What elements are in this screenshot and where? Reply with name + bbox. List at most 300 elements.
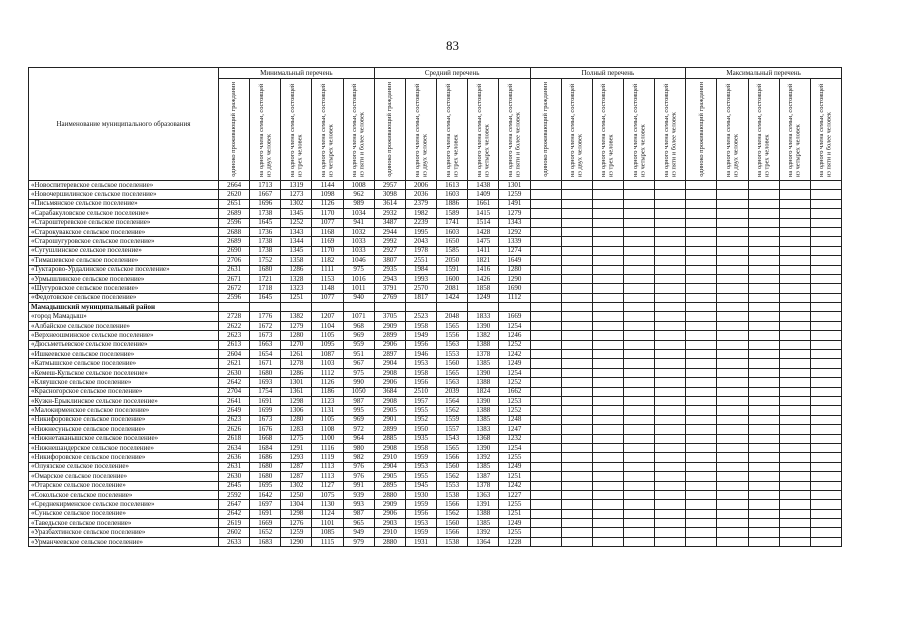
empty-cell [779, 359, 810, 368]
value-cell: 1565 [437, 321, 468, 330]
value-cell: 2906 [374, 378, 405, 387]
empty-cell [686, 181, 717, 190]
empty-cell [686, 415, 717, 424]
empty-cell [623, 500, 654, 509]
empty-cell [810, 500, 841, 509]
empty-cell [530, 199, 561, 208]
empty-cell [717, 340, 748, 349]
value-cell: 1249 [499, 359, 530, 368]
empty-cell [779, 340, 810, 349]
value-cell: 2992 [374, 237, 405, 246]
value-cell: 2592 [219, 490, 250, 499]
value-cell [499, 303, 530, 312]
value-cell: 2957 [374, 181, 405, 190]
municipality-name: «Урмышлинское сельское поселение» [29, 274, 219, 283]
value-cell: 1100 [312, 434, 343, 443]
empty-cell [779, 368, 810, 377]
value-cell: 1713 [250, 181, 281, 190]
value-cell: 1776 [250, 312, 281, 321]
value-cell: 1409 [468, 190, 499, 199]
value-cell: 1514 [468, 218, 499, 227]
empty-cell [592, 443, 623, 452]
value-cell: 1661 [468, 199, 499, 208]
empty-cell [717, 519, 748, 528]
table-row [29, 312, 842, 321]
empty-cell [623, 509, 654, 518]
value-cell: 1034 [343, 209, 374, 218]
empty-cell [623, 434, 654, 443]
value-cell: 1978 [405, 246, 436, 255]
value-cell: 1255 [499, 453, 530, 462]
value-cell: 995 [343, 406, 374, 415]
empty-cell [779, 256, 810, 265]
municipality-name: «Омарское сельское поселение» [29, 472, 219, 481]
empty-cell [623, 425, 654, 434]
value-cell: 1680 [250, 472, 281, 481]
empty-cell [748, 490, 779, 499]
municipality-name: «город Мамадыш» [29, 312, 219, 321]
table-row [29, 265, 842, 274]
empty-cell [748, 227, 779, 236]
subheader-label: на одного члена семьи, состоящей из двух человек [725, 83, 740, 177]
subheader-label: на одного члена семьи, состоящей из четырех человек [631, 83, 646, 177]
empty-cell [623, 415, 654, 424]
empty-cell [655, 190, 686, 199]
empty-cell [655, 237, 686, 246]
group-header-maximal: Максимальный перечень [686, 68, 842, 79]
subheader-medium-2 [405, 79, 436, 181]
value-cell: 1562 [437, 406, 468, 415]
empty-cell [561, 368, 592, 377]
value-cell: 1553 [437, 350, 468, 359]
empty-cell [779, 218, 810, 227]
empty-cell [530, 425, 561, 434]
value-cell: 1953 [405, 359, 436, 368]
value-cell: 939 [343, 490, 374, 499]
empty-cell [592, 303, 623, 312]
value-cell: 1557 [437, 425, 468, 434]
value-cell: 1649 [499, 256, 530, 265]
empty-cell [561, 340, 592, 349]
empty-cell [717, 181, 748, 190]
value-cell: 1654 [250, 350, 281, 359]
value-cell: 1344 [281, 237, 312, 246]
table-row [29, 406, 842, 415]
empty-cell [623, 396, 654, 405]
value-cell [343, 303, 374, 312]
table-row [29, 190, 842, 199]
value-cell: 1680 [250, 265, 281, 274]
empty-cell [592, 528, 623, 537]
value-cell: 1392 [468, 528, 499, 537]
table-row [29, 519, 842, 528]
value-cell: 3705 [374, 312, 405, 321]
value-cell: 2909 [374, 321, 405, 330]
value-cell: 1491 [499, 199, 530, 208]
empty-cell [530, 472, 561, 481]
value-cell: 1259 [499, 190, 530, 199]
value-cell: 1736 [250, 227, 281, 236]
empty-cell [623, 350, 654, 359]
value-cell: 1566 [437, 528, 468, 537]
empty-cell [779, 181, 810, 190]
value-cell: 1011 [343, 284, 374, 293]
value-cell: 1249 [468, 293, 499, 302]
empty-cell [748, 368, 779, 377]
value-cell: 3791 [374, 284, 405, 293]
value-cell [250, 303, 281, 312]
table-row [29, 537, 842, 546]
empty-cell [748, 415, 779, 424]
empty-cell [530, 537, 561, 546]
value-cell: 975 [343, 265, 374, 274]
subheader-full-1 [530, 79, 561, 181]
value-cell: 1556 [437, 331, 468, 340]
empty-cell [530, 481, 561, 490]
value-cell: 2944 [374, 227, 405, 236]
value-cell: 1279 [281, 321, 312, 330]
value-cell: 964 [343, 434, 374, 443]
empty-cell [748, 274, 779, 283]
table-row [29, 246, 842, 255]
value-cell: 1721 [250, 274, 281, 283]
value-cell: 1603 [437, 190, 468, 199]
empty-cell [686, 274, 717, 283]
empty-cell [810, 509, 841, 518]
empty-cell [717, 387, 748, 396]
table-row [29, 378, 842, 387]
value-cell: 1931 [405, 537, 436, 546]
value-cell: 2006 [405, 181, 436, 190]
empty-cell [748, 312, 779, 321]
value-cell: 1388 [468, 378, 499, 387]
empty-cell [592, 396, 623, 405]
value-cell: 1298 [281, 509, 312, 518]
empty-cell [561, 331, 592, 340]
value-cell: 968 [343, 321, 374, 330]
value-cell: 2672 [219, 284, 250, 293]
value-cell: 1255 [499, 528, 530, 537]
empty-cell [623, 340, 654, 349]
value-cell: 1388 [468, 406, 499, 415]
value-cell: 2689 [219, 237, 250, 246]
empty-cell [623, 359, 654, 368]
empty-cell [810, 425, 841, 434]
value-cell: 2706 [219, 256, 250, 265]
table-row [29, 340, 842, 349]
empty-cell [686, 406, 717, 415]
empty-cell [779, 481, 810, 490]
value-cell: 1697 [250, 500, 281, 509]
empty-cell [686, 528, 717, 537]
empty-cell [686, 303, 717, 312]
subheader-label: на одного члена семьи, состоящей из двух человек [257, 83, 273, 177]
table-row [29, 481, 842, 490]
value-cell: 1382 [281, 312, 312, 321]
empty-cell [530, 490, 561, 499]
value-cell: 1111 [312, 265, 343, 274]
value-cell: 2570 [405, 284, 436, 293]
empty-cell [686, 190, 717, 199]
empty-cell [530, 387, 561, 396]
subheader-maximal-1 [686, 79, 717, 181]
value-cell: 1126 [312, 378, 343, 387]
value-cell: 1227 [499, 490, 530, 499]
subheader-label: на одного члена семьи, состоящей из трех человек [444, 83, 460, 177]
empty-cell [530, 331, 561, 340]
municipality-name: «Туктарово-Урдалинское сельское поселение» [29, 265, 219, 274]
value-cell: 1613 [437, 181, 468, 190]
value-cell: 1956 [405, 509, 436, 518]
value-cell: 1560 [437, 462, 468, 471]
empty-cell [717, 256, 748, 265]
empty-cell [748, 462, 779, 471]
subheader-label: одиноко проживающий гражданин [541, 82, 549, 177]
subheader-label: на одного члена семьи, состоящей из двух человек [413, 83, 428, 177]
empty-cell [592, 481, 623, 490]
value-cell: 2523 [405, 312, 436, 321]
value-cell: 1276 [281, 519, 312, 528]
empty-cell [686, 218, 717, 227]
empty-cell [655, 528, 686, 537]
value-cell: 1565 [437, 443, 468, 452]
value-cell: 2623 [219, 415, 250, 424]
empty-cell [779, 434, 810, 443]
value-cell: 3684 [374, 387, 405, 396]
subheader-full-4 [623, 79, 654, 181]
empty-cell [810, 462, 841, 471]
municipality-name: «Уразбахтинское сельское поселение» [29, 528, 219, 537]
empty-cell [686, 237, 717, 246]
empty-cell [717, 500, 748, 509]
value-cell: 1667 [250, 190, 281, 199]
value-cell: 1251 [499, 509, 530, 518]
value-cell: 1953 [405, 519, 436, 528]
empty-cell [686, 387, 717, 396]
group-header-full: Полный перечень [530, 68, 686, 79]
value-cell: 2910 [374, 528, 405, 537]
value-cell: 1959 [405, 500, 436, 509]
empty-cell [717, 246, 748, 255]
empty-cell [748, 350, 779, 359]
value-cell: 1671 [250, 359, 281, 368]
empty-cell [561, 256, 592, 265]
subheader-maximal-3 [748, 79, 779, 181]
empty-cell [623, 246, 654, 255]
empty-cell [655, 472, 686, 481]
value-cell: 969 [343, 415, 374, 424]
table-row [29, 462, 842, 471]
empty-cell [655, 509, 686, 518]
value-cell: 1345 [281, 209, 312, 218]
municipality-name: «Суньское сельское поселение» [29, 509, 219, 518]
empty-cell [779, 519, 810, 528]
empty-cell [686, 462, 717, 471]
subheader-maximal-2 [717, 79, 748, 181]
value-cell: 2379 [405, 199, 436, 208]
value-cell: 1105 [312, 415, 343, 424]
empty-cell [623, 481, 654, 490]
empty-cell [810, 321, 841, 330]
empty-cell [810, 181, 841, 190]
empty-cell [561, 443, 592, 452]
empty-cell [623, 303, 654, 312]
value-cell: 1113 [312, 472, 343, 481]
value-cell: 2634 [219, 443, 250, 452]
empty-cell [592, 425, 623, 434]
empty-cell [623, 462, 654, 471]
group-header-minimal: Минимальный перечень [219, 68, 375, 79]
value-cell: 1543 [437, 434, 468, 443]
value-cell: 1170 [312, 209, 343, 218]
value-cell: 1695 [250, 481, 281, 490]
subheader-label: на одного члена семьи, состоящей из четырех человек [475, 83, 491, 177]
empty-cell [530, 218, 561, 227]
value-cell: 1562 [437, 509, 468, 518]
municipality-name: «Сокольское сельское поселение» [29, 490, 219, 499]
empty-cell [748, 284, 779, 293]
empty-cell [748, 256, 779, 265]
value-cell: 2623 [219, 331, 250, 340]
value-cell: 1560 [437, 519, 468, 528]
empty-cell [561, 350, 592, 359]
empty-cell [748, 340, 779, 349]
value-cell: 1323 [281, 284, 312, 293]
subheader-label: на одного члена семьи, состоящей из четырех человек [787, 83, 802, 177]
value-cell: 2690 [219, 246, 250, 255]
empty-cell [810, 472, 841, 481]
value-cell: 1385 [468, 359, 499, 368]
empty-cell [748, 406, 779, 415]
value-cell: 1144 [312, 181, 343, 190]
value-cell: 1302 [281, 481, 312, 490]
empty-cell [810, 453, 841, 462]
empty-cell [810, 284, 841, 293]
table-row [29, 453, 842, 462]
municipality-name: «Никифоровское сельское поселение» [29, 415, 219, 424]
value-cell [281, 303, 312, 312]
subheader-medium-5 [499, 79, 530, 181]
value-cell: 1252 [499, 340, 530, 349]
value-cell: 2630 [219, 368, 250, 377]
value-cell: 1691 [250, 509, 281, 518]
value-cell: 951 [343, 350, 374, 359]
value-cell: 2897 [374, 350, 405, 359]
value-cell: 1886 [437, 199, 468, 208]
empty-cell [530, 434, 561, 443]
value-cell: 2081 [437, 284, 468, 293]
value-cell: 1127 [312, 481, 343, 490]
value-cell: 1566 [437, 500, 468, 509]
empty-cell [686, 209, 717, 218]
empty-cell [686, 425, 717, 434]
empty-cell [655, 321, 686, 330]
empty-cell [655, 246, 686, 255]
value-cell: 1564 [437, 396, 468, 405]
value-cell: 1343 [499, 218, 530, 227]
value-cell: 2050 [437, 256, 468, 265]
table-row [29, 425, 842, 434]
empty-cell [530, 181, 561, 190]
value-cell: 1319 [281, 181, 312, 190]
value-cell: 980 [343, 443, 374, 452]
empty-cell [717, 509, 748, 518]
empty-cell [561, 181, 592, 190]
empty-cell [623, 321, 654, 330]
value-cell: 1691 [250, 396, 281, 405]
empty-cell [623, 181, 654, 190]
subheader-medium-4 [468, 79, 499, 181]
empty-cell [779, 237, 810, 246]
value-cell: 2642 [219, 509, 250, 518]
empty-cell [655, 425, 686, 434]
value-cell: 1250 [281, 490, 312, 499]
value-cell: 2551 [405, 256, 436, 265]
empty-cell [623, 378, 654, 387]
municipality-name: «Красногорское сельское поселение» [29, 387, 219, 396]
municipality-name: «Кузкн-Ерыклинское сельское поселение» [29, 396, 219, 405]
empty-cell [655, 462, 686, 471]
value-cell: 2910 [374, 453, 405, 462]
value-cell: 2903 [374, 519, 405, 528]
value-cell: 1251 [499, 472, 530, 481]
empty-cell [592, 284, 623, 293]
empty-cell [592, 246, 623, 255]
empty-cell [623, 312, 654, 321]
empty-cell [748, 321, 779, 330]
empty-cell [592, 181, 623, 190]
value-cell: 976 [343, 472, 374, 481]
empty-cell [655, 368, 686, 377]
subheader-full-5 [655, 79, 686, 181]
municipality-name: «Урманчеевское сельское поселение» [29, 537, 219, 546]
value-cell: 940 [343, 293, 374, 302]
empty-cell [748, 378, 779, 387]
empty-cell [592, 500, 623, 509]
empty-cell [530, 519, 561, 528]
empty-cell [779, 415, 810, 424]
empty-cell [748, 218, 779, 227]
value-cell: 2621 [219, 359, 250, 368]
value-cell: 1232 [499, 434, 530, 443]
empty-cell [561, 472, 592, 481]
empty-cell [748, 528, 779, 537]
value-cell: 1995 [405, 227, 436, 236]
empty-cell [655, 265, 686, 274]
value-cell: 1388 [468, 509, 499, 518]
value-cell: 1115 [312, 537, 343, 546]
empty-cell [655, 481, 686, 490]
value-cell: 991 [343, 481, 374, 490]
value-cell: 1538 [437, 537, 468, 546]
value-cell: 1071 [343, 312, 374, 321]
subheader-medium-3 [437, 79, 468, 181]
value-cell: 2728 [219, 312, 250, 321]
value-cell: 1650 [437, 237, 468, 246]
value-cell: 1953 [405, 462, 436, 471]
empty-cell [592, 274, 623, 283]
value-cell: 1368 [468, 434, 499, 443]
value-cell: 2596 [219, 293, 250, 302]
value-cell: 1824 [468, 387, 499, 396]
value-cell: 1562 [437, 472, 468, 481]
empty-cell [561, 378, 592, 387]
empty-cell [561, 434, 592, 443]
subheader-label: на одного члена семьи, состоящей из пяти и более человек [507, 83, 522, 177]
empty-cell [592, 453, 623, 462]
value-cell: 2649 [219, 406, 250, 415]
empty-cell [717, 368, 748, 377]
